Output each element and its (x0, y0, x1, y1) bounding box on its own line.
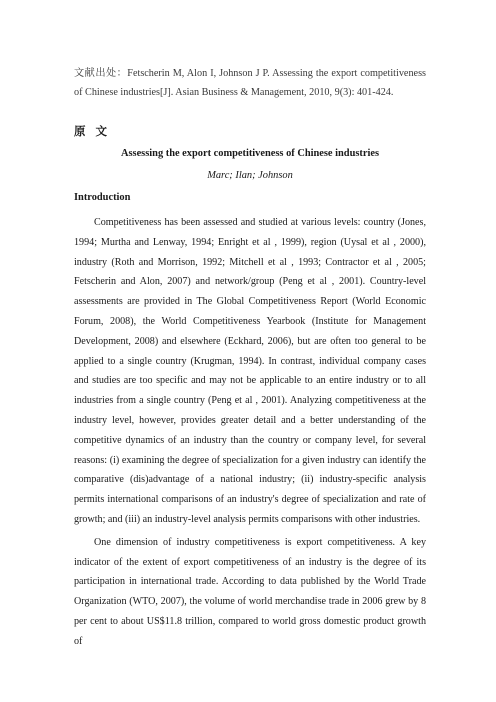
original-text-heading: 原 文 (74, 124, 111, 138)
paper-title: Assessing the export competitiveness of Chinese industries (120, 148, 380, 159)
introduction-paragraph-2: One dimension of industry competitiveness is export competitiveness. A key indicator of the extent of export competitiveness of an industry is the degree of its participation in international trade. According to data published by the World Trade Organization (WTO, 2007), the volume of world merchandise trade in 2006 grew by 8 per cent to about US$11.8 trillion, compared to world gross domestic product growth of (74, 536, 426, 647)
introduction-paragraph-1: Competitiveness has been assessed and studied at various levels: country (Jones, 1994; Murtha and Lenway, 1994; Enright et al , 1999), region (Uysal et al , 2000), industry (Roth and Morrison, 1992; Mitchell et al , 1993; Contractor et al , 2005; Fetscherin and Alon, 2007) and network/group (Peng et al , 2001). Country-level assessments are provided in The Global Competitiveness Report (World Economic Forum, 2008), the World Competitiveness Yearbook (Institute for Management Development, 2008) and elsewhere (Eckhard, 2006), but are often too general to be applied to a single country (Krugman, 1994). In contrast, individual company cases and studies are too specific and may not be applicable to an entire industry or to all industries from a single country (Peng et al , 2001). Analyzing competitiveness at the industry level, however, provides greater detail and a better understanding of the competitive dynamics of an industry than the country or company level, for several reasons: (i) examining the degree of specialization for a given industry can identify the comparative (dis)advantage of a national industry; (ii) industry-specific analysis permits international comparisons of an industry's degree of specialization and rate of growth; and (iii) an industry-level analysis permits comparisons with other industries. (74, 217, 426, 525)
introduction-body (74, 213, 426, 652)
source-label: 文献出处： (74, 68, 128, 79)
source-citation (74, 64, 426, 102)
source-reference: Fetscherin M, Alon I, Johnson J P. Assessing the export competitiveness of Chinese industries[J]. Asian Business & Management, 2010, 9(3): 401-424. (74, 68, 427, 98)
paper-authors: Marc; Ilan; Johnson (207, 170, 293, 181)
introduction-heading: Introduction (74, 192, 131, 203)
